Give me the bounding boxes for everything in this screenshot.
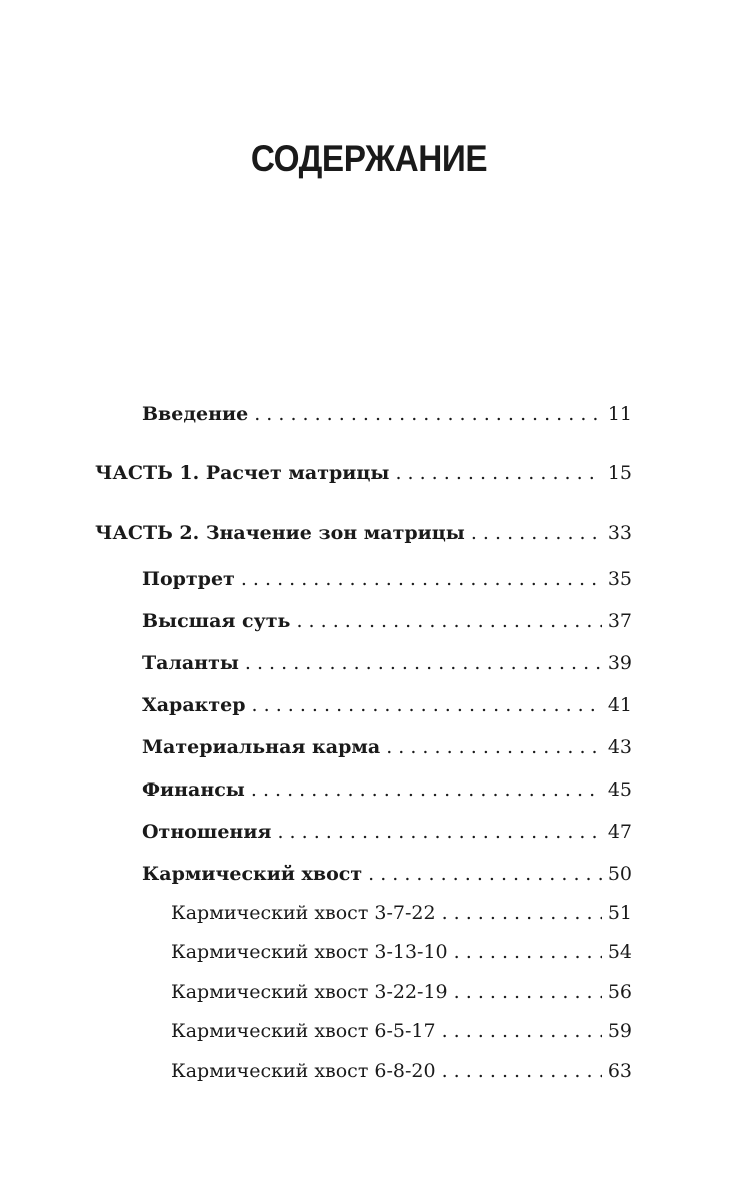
toc-entry-label: Кармический хвост 6-5-17: [171, 1020, 436, 1042]
dot-leader: [296, 609, 602, 633]
toc-entry-label: Кармический хвост 3-22-19: [171, 981, 448, 1003]
dot-leader: [471, 521, 602, 545]
toc-page-number: 43: [607, 736, 632, 758]
toc-entry-label: Кармический хвост 6-8-20: [171, 1060, 436, 1082]
toc-page-number: 50: [607, 863, 632, 885]
toc-entry-label: Отношения: [142, 821, 272, 843]
toc-page-number: 11: [607, 403, 632, 425]
toc-entry-label: ЧАСТЬ 2. Значение зон матрицы: [95, 522, 465, 544]
toc-entry-higher-essence[interactable]: [142, 609, 632, 633]
toc-entry-talents[interactable]: [142, 651, 632, 675]
dot-leader: [254, 402, 602, 426]
toc-entry-karmic-tail[interactable]: [142, 862, 632, 886]
toc-page-number: 37: [607, 610, 632, 632]
toc-page-number: 54: [607, 941, 632, 963]
toc-page-number: 47: [607, 821, 632, 843]
dot-leader: [442, 1019, 602, 1043]
dot-leader: [241, 567, 602, 591]
toc-page-number: 56: [607, 981, 632, 1003]
toc-entry-character[interactable]: [142, 693, 632, 717]
dot-leader: [442, 901, 602, 925]
toc-entry-relationships[interactable]: [142, 820, 632, 844]
toc-entry-label: Кармический хвост 3-13-10: [171, 941, 448, 963]
toc-entry-label: Высшая суть: [142, 610, 291, 632]
toc-entry-part-1[interactable]: [95, 461, 632, 485]
dot-leader: [395, 461, 602, 485]
dot-leader: [454, 980, 602, 1004]
dot-leader: [442, 1059, 602, 1083]
dot-leader: [252, 693, 602, 717]
toc-page-number: 51: [607, 902, 632, 924]
toc-entry-label: ЧАСТЬ 1. Расчет матрицы: [95, 462, 390, 484]
toc-entry-label: Финансы: [142, 779, 245, 801]
toc-page-number: 15: [607, 462, 632, 484]
toc-page-number: 45: [607, 779, 632, 801]
dot-leader: [454, 940, 602, 964]
toc-page-number: 59: [607, 1020, 632, 1042]
toc-entry-karmic-tail-6-8-20[interactable]: [171, 1059, 632, 1083]
dot-leader: [368, 862, 602, 886]
toc-entry-label: Введение: [142, 403, 249, 425]
toc-entry-finances[interactable]: [142, 778, 632, 802]
toc-entry-portrait[interactable]: [142, 567, 632, 591]
toc-entry-karmic-tail-3-22-19[interactable]: [171, 980, 632, 1004]
toc-page-number: 39: [607, 652, 632, 674]
toc-entry-label: Таланты: [142, 652, 239, 674]
toc-entry-material-karma[interactable]: [142, 735, 632, 759]
toc-entry-label: Характер: [142, 694, 246, 716]
toc-entry-karmic-tail-6-5-17[interactable]: [171, 1019, 632, 1043]
toc-entry-label: Материальная карма: [142, 736, 381, 758]
dot-leader: [386, 735, 602, 759]
toc-entry-label: Кармический хвост 3-7-22: [171, 902, 436, 924]
toc-page-number: 35: [607, 568, 632, 590]
dot-leader: [251, 778, 602, 802]
dot-leader: [277, 820, 602, 844]
toc-page-number: 33: [607, 522, 632, 544]
toc-entry-karmic-tail-3-7-22[interactable]: [171, 901, 632, 925]
toc-page-number: 41: [607, 694, 632, 716]
toc-entry-label: Кармический хвост: [142, 863, 363, 885]
toc-entry-part-2[interactable]: [95, 521, 632, 545]
dot-leader: [245, 651, 602, 675]
toc-entry-introduction[interactable]: [142, 402, 632, 426]
toc-page-number: 63: [607, 1060, 632, 1082]
toc-entry-label: Портрет: [142, 568, 235, 590]
toc-entry-karmic-tail-3-13-10[interactable]: [171, 940, 632, 964]
page-title: СОДЕРЖАНИЕ: [250, 138, 488, 179]
